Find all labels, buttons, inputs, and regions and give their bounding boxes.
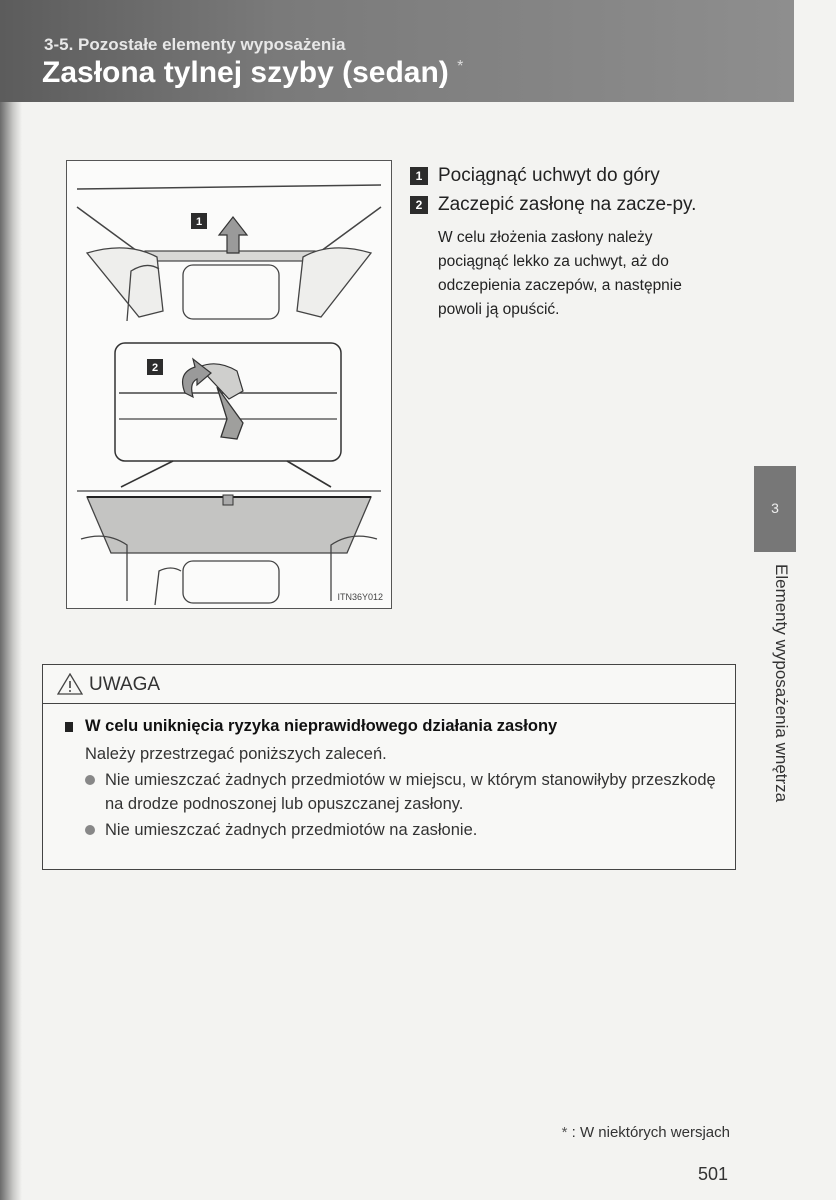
illustration-code: ITN36Y012 [337,592,383,602]
step-text: Zaczepić zasłonę na zacze-py. [438,194,697,215]
illustration-badge-2-label: 2 [151,362,159,374]
warning-bullet [61,768,731,816]
page-edge-shadow [0,0,22,1200]
car-interior-drawing [67,161,391,608]
section-label: 3-5. Pozostałe elementy wyposażenia [44,35,346,54]
footnote-text: : W niektórych wersjach [571,1124,730,1141]
bullet-dot-icon [85,825,95,835]
footnote-mark: * [561,1124,568,1141]
step-text: Pociągnąć uchwyt do góry [438,165,660,186]
square-bullet-icon [65,722,73,732]
page-title-text: Zasłona tylnej szyby (sedan) [42,56,449,89]
step-number-badge: 2 [410,196,428,214]
page-header [0,0,794,102]
bullet-dot-icon [85,775,95,785]
warning-triangle-icon [57,673,83,695]
warning-body [61,717,731,842]
page-number: 501 [698,1164,729,1184]
title-footnote-mark: * [457,58,464,75]
warning-intro: Należy przestrzegać poniższych zaleceń. [85,745,387,763]
warning-title: UWAGA [89,674,161,695]
warning-bullet-text: Nie umieszczać żadnych przedmiotów na zasłonie. [105,821,478,839]
warning-bullet [61,818,731,842]
chapter-number: 3 [771,500,779,516]
step-number-badge: 1 [410,167,428,185]
warning-subtitle-text: W celu uniknięcia ryzyka nieprawidłowego działania zasłony [85,717,558,735]
rear-window-illustration [66,160,392,609]
step-note: W celu złożenia zasłony należy pociągnąć lekko za uchwyt, aż do odczepienia zaczepów, a następnie powoli ją opuścić. [438,229,682,318]
chapter-label: Elementy wyposażenia wnętrza [772,564,791,803]
instruction-steps [410,162,726,322]
step-1 [410,162,726,189]
warning-header [43,665,735,704]
warning-bullet-text: Nie umieszczać żadnych przedmiotów w miejscu, w którym stanowiłyby przeszkodę na drodze podnoszonej lub opuszczanej zasłony. [105,771,716,813]
footnote [562,1124,730,1141]
page-title [42,56,463,90]
warning-box [42,664,736,870]
step-2 [410,191,726,218]
illustration-badge-1-label: 1 [195,216,203,228]
chapter-tab [754,466,796,552]
warning-subtitle [61,717,731,736]
